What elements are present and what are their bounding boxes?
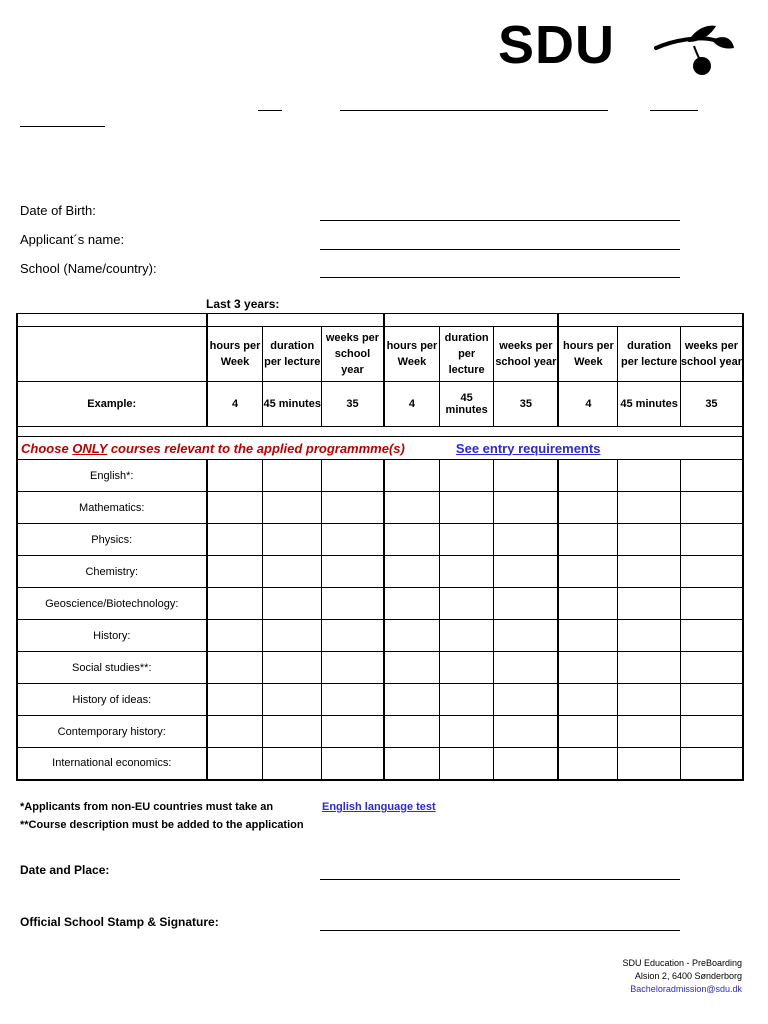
input-cell[interactable] xyxy=(558,748,617,780)
subject-label: Chemistry: xyxy=(17,556,207,588)
input-cell[interactable] xyxy=(618,748,681,780)
input-cell[interactable] xyxy=(384,748,439,780)
input-cell[interactable] xyxy=(618,492,681,524)
input-cell[interactable] xyxy=(439,652,493,684)
footer-line-1: SDU Education - PreBoarding xyxy=(622,958,742,968)
input-cell[interactable] xyxy=(494,588,559,620)
subject-label: International economics: xyxy=(17,748,207,780)
input-cell[interactable] xyxy=(680,588,743,620)
example-duration-y3: 45 minutes xyxy=(618,382,681,427)
input-cell[interactable] xyxy=(618,524,681,556)
input-cell[interactable] xyxy=(618,620,681,652)
input-cell[interactable] xyxy=(558,620,617,652)
subject-label: Physics: xyxy=(17,524,207,556)
input-cell[interactable] xyxy=(494,652,559,684)
choose-suffix: courses relevant to the applied programmme(s) xyxy=(107,440,405,456)
input-cell[interactable] xyxy=(558,492,617,524)
last-3-years-label: Last 3 years: xyxy=(206,297,280,311)
name-field[interactable] xyxy=(320,249,680,250)
col-duration-y1: duration per lecture xyxy=(263,327,321,382)
subject-row xyxy=(17,524,743,556)
year-1-header xyxy=(207,314,384,327)
dob-field[interactable] xyxy=(320,220,680,221)
input-cell[interactable] xyxy=(321,652,384,684)
input-cell[interactable] xyxy=(494,684,559,716)
input-cell[interactable] xyxy=(618,684,681,716)
input-cell[interactable] xyxy=(680,492,743,524)
input-cell[interactable] xyxy=(439,492,493,524)
input-cell[interactable] xyxy=(321,492,384,524)
input-cell[interactable] xyxy=(321,716,384,748)
input-cell[interactable] xyxy=(680,460,743,492)
subject-row xyxy=(17,556,743,588)
input-cell[interactable] xyxy=(680,684,743,716)
col-weeks-y3: weeks per school year xyxy=(680,327,743,382)
input-cell[interactable] xyxy=(263,652,321,684)
input-cell[interactable] xyxy=(558,684,617,716)
input-cell[interactable] xyxy=(680,652,743,684)
subject-row xyxy=(17,620,743,652)
input-cell[interactable] xyxy=(384,524,439,556)
subject-label: History: xyxy=(17,620,207,652)
input-cell[interactable] xyxy=(439,524,493,556)
input-cell[interactable] xyxy=(207,684,263,716)
input-cell[interactable] xyxy=(439,556,493,588)
input-cell[interactable] xyxy=(384,684,439,716)
input-cell[interactable] xyxy=(439,716,493,748)
input-cell[interactable] xyxy=(558,460,617,492)
subject-row xyxy=(17,588,743,620)
input-cell[interactable] xyxy=(263,460,321,492)
col-hours-y2: hours per Week xyxy=(384,327,439,382)
input-cell[interactable] xyxy=(618,460,681,492)
input-cell[interactable] xyxy=(384,556,439,588)
footer-email[interactable]: Bacheloradmission@sdu.dk xyxy=(630,984,742,994)
subject-row xyxy=(17,684,743,716)
subject-label: Mathematics: xyxy=(17,492,207,524)
input-cell[interactable] xyxy=(680,716,743,748)
input-cell[interactable] xyxy=(558,716,617,748)
header-line-4 xyxy=(20,126,105,127)
footer-line-2: Alsion 2, 6400 Sønderborg xyxy=(634,971,742,981)
year-2-header xyxy=(384,314,558,327)
input-cell[interactable] xyxy=(263,716,321,748)
input-cell[interactable] xyxy=(618,652,681,684)
input-cell[interactable] xyxy=(207,492,263,524)
subject-row xyxy=(17,460,743,492)
name-label: Applicant´s name: xyxy=(20,232,125,247)
input-cell[interactable] xyxy=(494,620,559,652)
choose-only: ONLY xyxy=(72,440,108,456)
subject-label: Contemporary history: xyxy=(17,716,207,748)
course-table xyxy=(16,313,744,781)
input-cell[interactable] xyxy=(321,460,384,492)
note-non-eu: *Applicants from non-EU countries must take an xyxy=(20,801,274,813)
header-line-1 xyxy=(258,110,282,111)
input-cell[interactable] xyxy=(321,620,384,652)
input-cell[interactable] xyxy=(384,460,439,492)
input-cell[interactable] xyxy=(321,556,384,588)
input-cell[interactable] xyxy=(494,492,559,524)
input-cell[interactable] xyxy=(439,748,493,780)
stamp-signature-field[interactable] xyxy=(320,930,680,931)
example-hours-y2: 4 xyxy=(384,382,439,427)
input-cell[interactable] xyxy=(207,652,263,684)
input-cell[interactable] xyxy=(494,460,559,492)
input-cell[interactable] xyxy=(321,524,384,556)
input-cell[interactable] xyxy=(680,620,743,652)
input-cell[interactable] xyxy=(263,748,321,780)
input-cell[interactable] xyxy=(439,620,493,652)
subject-row xyxy=(17,652,743,684)
col-weeks-y2: weeks per school year xyxy=(494,327,559,382)
example-weeks-y3: 35 xyxy=(680,382,743,427)
footer-address xyxy=(622,957,742,996)
input-cell[interactable] xyxy=(321,748,384,780)
input-cell[interactable] xyxy=(494,556,559,588)
input-cell[interactable] xyxy=(263,620,321,652)
input-cell[interactable] xyxy=(558,524,617,556)
input-cell[interactable] xyxy=(618,716,681,748)
header-line-3 xyxy=(650,110,698,111)
logo-text: SDU xyxy=(498,15,616,75)
header-line-2 xyxy=(340,110,608,111)
subject-label: English*: xyxy=(17,460,207,492)
input-cell[interactable] xyxy=(494,748,559,780)
input-cell[interactable] xyxy=(494,716,559,748)
input-cell[interactable] xyxy=(263,492,321,524)
input-cell[interactable] xyxy=(384,716,439,748)
date-place-label: Date and Place: xyxy=(20,863,110,877)
example-weeks-y1: 35 xyxy=(321,382,384,427)
input-cell[interactable] xyxy=(263,684,321,716)
input-cell[interactable] xyxy=(207,588,263,620)
input-cell[interactable] xyxy=(680,524,743,556)
col-duration-y3: duration per lecture xyxy=(618,327,681,382)
input-cell[interactable] xyxy=(439,588,493,620)
example-duration-y2: 45 minutes xyxy=(439,382,493,427)
input-cell[interactable] xyxy=(494,524,559,556)
col-hours-y1: hours per Week xyxy=(207,327,263,382)
input-cell[interactable] xyxy=(207,716,263,748)
spacer-row xyxy=(17,427,743,437)
input-cell[interactable] xyxy=(384,652,439,684)
dob-label: Date of Birth: xyxy=(20,203,96,218)
english-test-link[interactable]: English language test xyxy=(322,801,436,813)
stamp-signature-label: Official School Stamp & Signature: xyxy=(20,915,219,929)
input-cell[interactable] xyxy=(618,556,681,588)
example-weeks-y2: 35 xyxy=(494,382,559,427)
entry-requirements-link[interactable]: See entry requirements xyxy=(455,440,601,456)
example-duration-y1: 45 minutes xyxy=(263,382,321,427)
col-duration-y2: duration per lecture xyxy=(439,327,493,382)
instruction-row xyxy=(17,437,743,460)
subject-label: Geoscience/Biotechnology: xyxy=(17,588,207,620)
input-cell[interactable] xyxy=(207,556,263,588)
subject-label: Social studies**: xyxy=(17,652,207,684)
input-cell[interactable] xyxy=(321,684,384,716)
example-label: Example: xyxy=(17,382,207,427)
input-cell[interactable] xyxy=(207,748,263,780)
input-cell[interactable] xyxy=(263,588,321,620)
col-weeks-y1: weeks per school year xyxy=(321,327,384,382)
input-cell[interactable] xyxy=(263,524,321,556)
input-cell[interactable] xyxy=(207,620,263,652)
example-hours-y3: 4 xyxy=(558,382,617,427)
input-cell[interactable] xyxy=(558,652,617,684)
note-course-description: **Course description must be added to the application xyxy=(20,819,304,831)
input-cell[interactable] xyxy=(263,556,321,588)
cherry-icon xyxy=(654,24,736,76)
sdu-logo xyxy=(498,15,738,78)
input-cell[interactable] xyxy=(321,588,384,620)
input-cell[interactable] xyxy=(384,492,439,524)
input-cell[interactable] xyxy=(384,588,439,620)
subject-row xyxy=(17,748,743,780)
subject-row xyxy=(17,716,743,748)
subject-label: History of ideas: xyxy=(17,684,207,716)
subject-row xyxy=(17,492,743,524)
input-cell[interactable] xyxy=(207,460,263,492)
input-cell[interactable] xyxy=(439,684,493,716)
school-label: School (Name/country): xyxy=(20,261,157,276)
choose-prefix: Choose xyxy=(21,440,73,456)
col-hours-y3: hours per Week xyxy=(558,327,617,382)
input-cell[interactable] xyxy=(680,556,743,588)
input-cell[interactable] xyxy=(558,556,617,588)
input-cell[interactable] xyxy=(618,588,681,620)
example-hours-y1: 4 xyxy=(207,382,263,427)
input-cell[interactable] xyxy=(680,748,743,780)
input-cell[interactable] xyxy=(439,460,493,492)
input-cell[interactable] xyxy=(207,524,263,556)
date-place-field[interactable] xyxy=(320,879,680,880)
input-cell[interactable] xyxy=(558,588,617,620)
input-cell[interactable] xyxy=(384,620,439,652)
school-field[interactable] xyxy=(320,277,680,278)
year-3-header xyxy=(558,314,743,327)
